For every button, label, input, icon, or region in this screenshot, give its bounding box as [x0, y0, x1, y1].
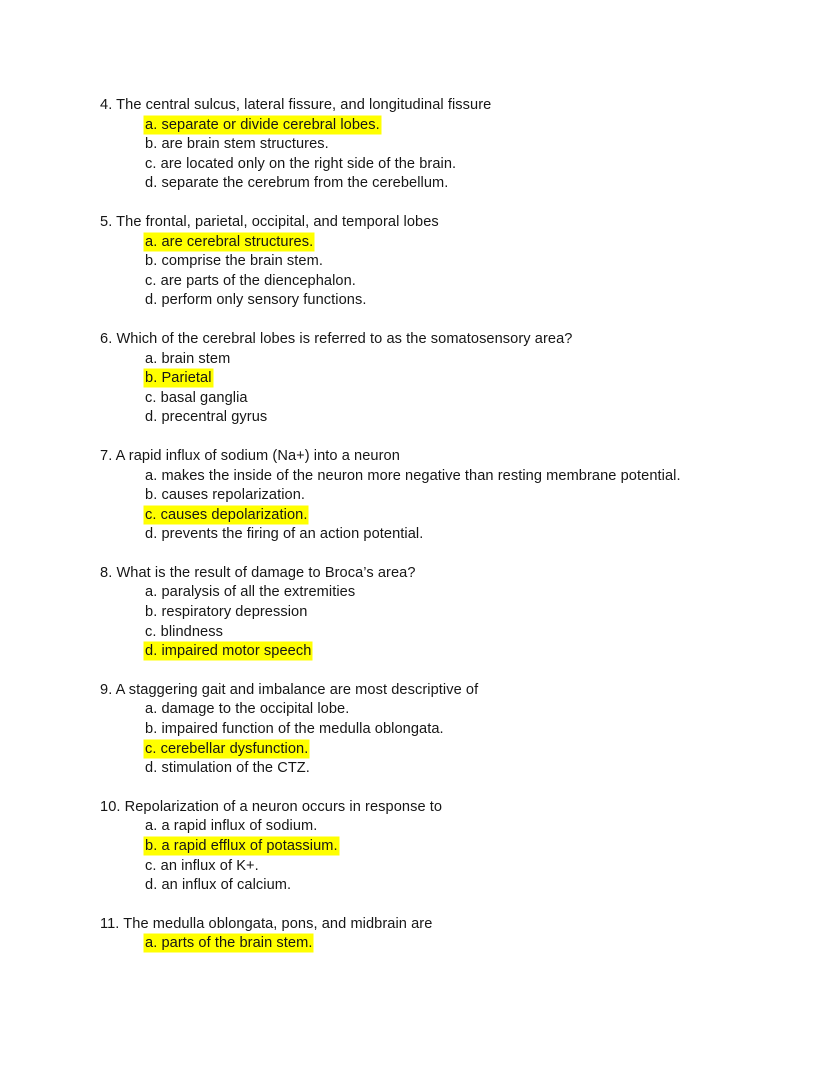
question-block — [0, 798, 828, 896]
question-stem: 4. The central sulcus, lateral fissure, and longitudinal fissure — [100, 97, 492, 113]
option[interactable] — [145, 700, 828, 720]
option-text: d. prevents the firing of an action potential. — [145, 526, 424, 543]
option-text: d. separate the cerebrum from the cerebellum. — [145, 175, 449, 192]
option-highlighted[interactable] — [145, 369, 828, 389]
option-list — [0, 350, 828, 428]
option-text: c. are located only on the right side of the brain. — [145, 155, 457, 172]
option-text: a. parts of the brain stem. — [145, 935, 313, 952]
option[interactable] — [145, 155, 828, 175]
option-text: b. impaired function of the medulla oblongata. — [145, 721, 444, 738]
option-text: a. damage to the occipital lobe. — [145, 701, 350, 718]
option-highlighted[interactable] — [145, 642, 828, 662]
option[interactable] — [145, 857, 828, 877]
question-block — [0, 564, 828, 662]
option-text: c. causes depolarization. — [145, 506, 308, 523]
question-stem: 10. Repolarization of a neuron occurs in response to — [100, 798, 443, 815]
option-text: a. paralysis of all the extremities — [145, 584, 356, 601]
option-text: b. comprise the brain stem. — [145, 253, 323, 270]
option-text: d. perform only sensory functions. — [145, 292, 367, 309]
option[interactable] — [145, 135, 828, 155]
question-stem: 9. A staggering gait and imbalance are most descriptive of — [100, 681, 479, 698]
option-text: a. makes the inside of the neuron more negative than resting membrane potential. — [145, 467, 681, 484]
option-text: a. separate or divide cerebral lobes. — [145, 116, 380, 133]
question-block — [0, 330, 828, 428]
option-list — [0, 934, 828, 954]
option[interactable] — [145, 876, 828, 896]
option[interactable] — [145, 759, 828, 779]
option[interactable] — [145, 817, 828, 837]
option-text: a. brain stem — [145, 350, 231, 367]
option-list — [0, 817, 828, 895]
option-list — [0, 233, 828, 311]
option[interactable] — [145, 720, 828, 740]
question-block — [0, 915, 828, 954]
option-highlighted[interactable] — [145, 233, 828, 253]
option-highlighted[interactable] — [145, 506, 828, 526]
option-text: d. an influx of calcium. — [145, 877, 292, 894]
option-text: b. a rapid efflux of potassium. — [145, 838, 338, 854]
option[interactable] — [145, 486, 828, 506]
option-list — [0, 700, 828, 778]
option-text: d. impaired motor speech — [145, 643, 312, 660]
option[interactable] — [145, 291, 828, 311]
question-stem: 6. Which of the cerebral lobes is referred to as the somatosensory area? — [100, 330, 573, 347]
option[interactable] — [145, 603, 828, 623]
option-text: a. a rapid influx of sodium. — [145, 818, 318, 835]
option-list — [0, 467, 828, 545]
option-text: d. stimulation of the CTZ. — [145, 760, 310, 777]
question-block — [0, 213, 828, 311]
question-stem: 7. A rapid influx of sodium (Na+) into a neuron — [100, 447, 400, 464]
option[interactable] — [145, 525, 828, 545]
option-text: c. basal ganglia — [145, 389, 248, 406]
option-text: d. precentral gyrus — [145, 409, 268, 426]
option[interactable] — [145, 583, 828, 603]
option-text: b. are brain stem structures. — [145, 136, 329, 153]
quiz-question-list — [0, 96, 828, 954]
option-list — [0, 116, 828, 194]
option-text: a. are cerebral structures. — [145, 233, 314, 250]
option-text: c. blindness — [145, 623, 223, 640]
option-list — [0, 583, 828, 661]
option-highlighted[interactable] — [145, 837, 828, 857]
question-block — [0, 447, 828, 545]
option[interactable] — [145, 623, 828, 643]
question-stem: 8. What is the result of damage to Broca’s area? — [100, 564, 416, 581]
option-text: c. cerebellar dysfunction. — [145, 740, 309, 757]
option-text: b. Parietal — [145, 370, 212, 387]
option-highlighted[interactable] — [145, 116, 828, 136]
option-text: c. are parts of the diencephalon. — [145, 272, 356, 289]
option[interactable] — [145, 408, 828, 428]
option[interactable] — [145, 389, 828, 409]
question-stem: 5. The frontal, parietal, occipital, and temporal lobes — [100, 213, 439, 230]
option[interactable] — [145, 174, 828, 194]
question-stem: 11. The medulla oblongata, pons, and midbrain are — [100, 915, 433, 932]
option[interactable] — [145, 272, 828, 292]
option[interactable] — [145, 467, 828, 487]
option[interactable] — [145, 350, 828, 370]
option-text: b. respiratory depression — [145, 604, 308, 621]
option-text: c. an influx of K+. — [145, 857, 259, 874]
option-highlighted[interactable] — [145, 740, 828, 760]
option-text: b. causes repolarization. — [145, 487, 306, 504]
question-block — [0, 681, 828, 779]
option[interactable] — [145, 252, 828, 272]
question-block — [0, 96, 828, 194]
option-highlighted[interactable] — [145, 934, 828, 954]
